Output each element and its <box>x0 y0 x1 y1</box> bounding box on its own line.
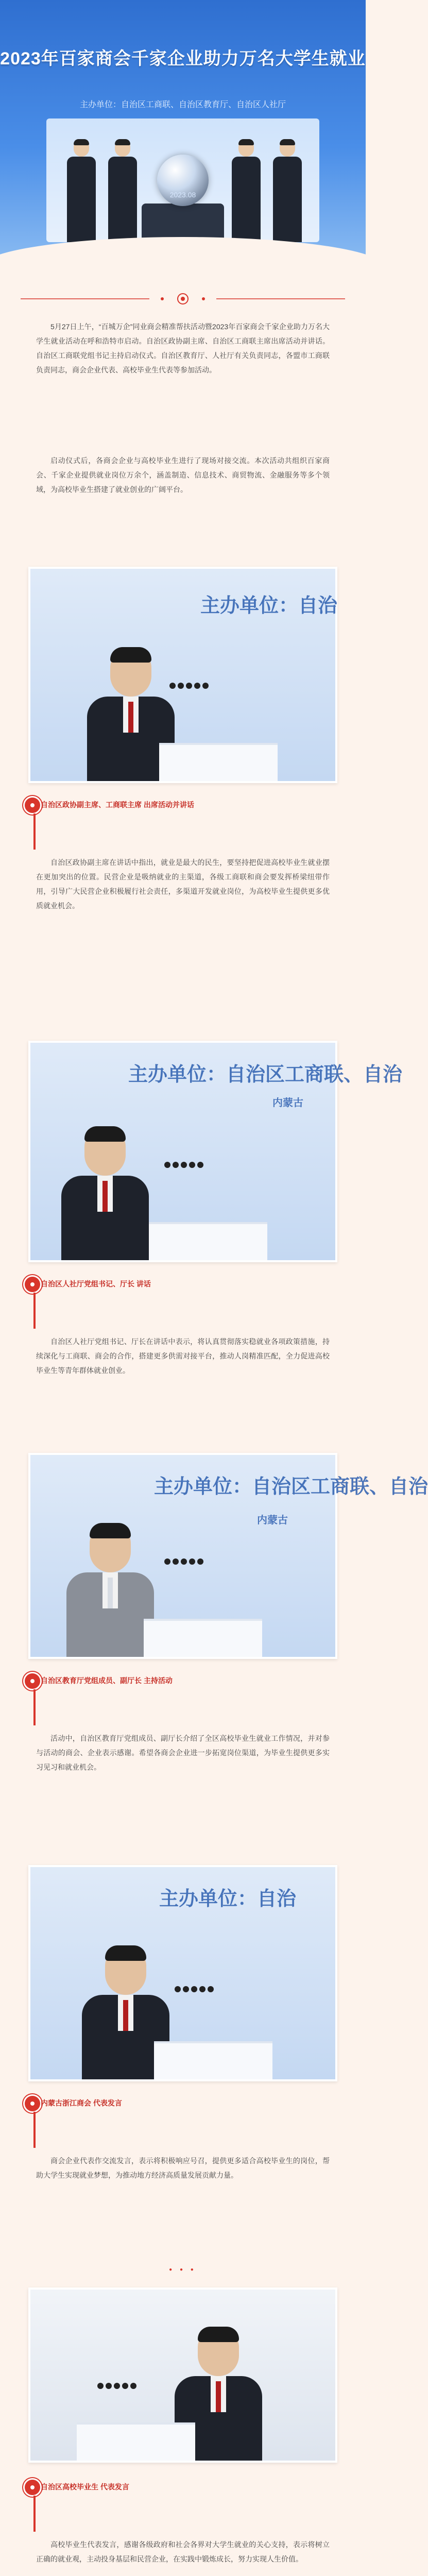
podium <box>149 1222 267 1260</box>
section-body-3: 活动中，自治区教育厅党组成员、副厅长介绍了全区高校毕业生就业工作情况，并对参与活动的商会、企业表示感谢。希望各商会企业进一步拓宽岗位渠道，为毕业生提供更多实习见习和就业机会。 <box>36 1734 330 1771</box>
person-figure <box>67 139 96 242</box>
microphones-icon <box>164 1558 226 1573</box>
section-caption-1 <box>28 796 337 853</box>
microphones-icon <box>164 1161 226 1177</box>
caption-text: 自治区教育厅党组成员、副厅长 主持活动 <box>41 1676 173 1685</box>
section-caption-4 <box>28 2094 337 2151</box>
speaker-photo-4 <box>28 1865 337 2081</box>
backdrop-text: 主办单位：自治区工商联、自治 <box>128 1064 403 1086</box>
person-figure <box>232 139 261 242</box>
backdrop-region: 内蒙古 <box>257 1515 288 1526</box>
person-figure <box>273 139 302 242</box>
backdrop-text: 主办单位：自治 <box>159 1888 297 1910</box>
microphones-icon <box>175 1986 236 2001</box>
dot-divider: ● ● ● <box>169 2267 197 2273</box>
person-figure <box>108 139 137 242</box>
intro-paragraph-2: 启动仪式后，各商会企业与高校毕业生进行了现场对接交流。本次活动共组织百家商会、千家企业提供就业岗位万余个，涵盖制造、信息技术、商贸物流、金融服务等多个领域，为高校毕业生搭建了就业创业的广阔平台。 <box>36 456 330 494</box>
banner-date: 2023.08 <box>169 191 196 199</box>
backdrop-text: 主办单位：自治区工商联、自治 <box>154 1476 428 1498</box>
intro-paragraph: 5月27日上午，“百城万企”同业商会精准帮扶活动暨2023年百家商会千家企业助力万名大学生就业活动在呼和浩特市启动。自治区政协副主席、自治区工商联主席出席活动并讲话。自治区工商联党组书记主持启动仪式。自治区教育厅、人社厅有关负责同志，各盟市工商联负责同志，商会企业代表、高校毕业生代表等参加活动。 <box>36 323 330 374</box>
backdrop-text: 主办单位：自治 <box>200 595 338 617</box>
section-body-4: 商会企业代表作交流发言，表示将积极响应号召，提供更多适合高校毕业生的岗位，帮助大学生实现就业梦想，为推动地方经济高质量发展贡献力量。 <box>36 2157 330 2179</box>
podium <box>159 743 278 781</box>
speaker-figure <box>66 1523 154 1657</box>
speaker-photo-3 <box>28 1453 428 1659</box>
divider-ornament <box>21 289 345 309</box>
section-body-2: 自治区人社厅党组书记、厅长在讲话中表示，将认真贯彻落实稳就业各项政策措施，持续深化与工商联、商会的合作，搭建更多供需对接平台，推动人岗精准匹配，全力促进高校毕业生等青年群体就业创业。 <box>36 1337 330 1375</box>
microphones-icon <box>169 682 231 698</box>
speaker-photo-2 <box>28 1041 403 1262</box>
location-pin-icon <box>23 1275 42 1294</box>
location-pin-icon <box>23 2094 42 2113</box>
banner-organizers: 主办单位：自治区工商联、自治区教育厅、自治区人社厅 <box>79 100 286 109</box>
header-banner <box>0 0 366 268</box>
speaker-photo-5 <box>28 2287 337 2463</box>
caption-text: 内蒙古浙江商会 代表发言 <box>41 2099 122 2107</box>
banner-photo <box>46 118 319 242</box>
podium <box>77 2422 195 2461</box>
podium <box>154 2041 272 2079</box>
caption-text: 自治区人社厅党组书记、厅长 讲话 <box>41 1280 151 1288</box>
section-body-1: 自治区政协副主席在讲话中指出，就业是最大的民生，要坚持把促进高校毕业生就业摆在更加突出的位置。民营企业是吸纳就业的主渠道，各级工商联和商会要发挥桥梁纽带作用，引导广大民营企业积极履行社会责任，多渠道开发就业岗位，为高校毕业生提供更多优质就业机会。 <box>36 858 330 910</box>
section-caption-3 <box>28 1672 337 1728</box>
caption-text: 自治区高校毕业生 代表发言 <box>41 2483 129 2491</box>
launch-pedestal <box>142 204 224 242</box>
section-caption-2 <box>28 1275 337 1332</box>
location-pin-icon <box>23 2478 42 2497</box>
podium <box>144 1619 262 1657</box>
section-body-5: 高校毕业生代表发言，感谢各级政府和社会各界对大学生就业的关心支持，表示将树立正确的就业观，主动投身基层和民营企业，在实践中锻炼成长，努力实现人生价值。 <box>36 2540 330 2563</box>
location-pin-icon <box>23 1672 42 1690</box>
backdrop-region: 内蒙古 <box>272 1097 303 1109</box>
speaker-photo-1 <box>28 567 337 783</box>
banner-title: 2023年百家商会千家企业助力万名大学生就业 <box>0 49 366 69</box>
location-pin-icon <box>23 796 42 815</box>
speaker-figure <box>61 1126 149 1260</box>
caption-text: 自治区政协副主席、工商联主席 出席活动并讲话 <box>41 801 194 809</box>
section-caption-5 <box>28 2478 337 2535</box>
microphones-icon <box>97 2382 159 2398</box>
